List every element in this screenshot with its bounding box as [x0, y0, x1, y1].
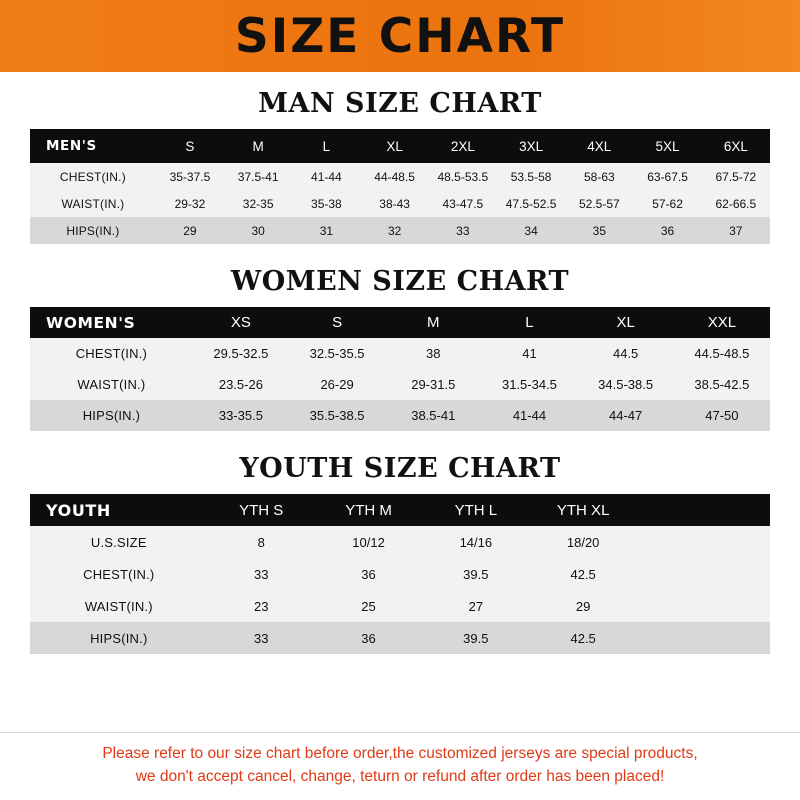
- youth-cell: 39.5: [422, 558, 529, 590]
- women-cell: 38.5-41: [385, 400, 481, 431]
- footer-note: [0, 732, 800, 800]
- men-header-cell: 3XL: [497, 129, 565, 163]
- youth-cell: 42.5: [529, 622, 636, 654]
- men-cell: 32-35: [224, 190, 292, 217]
- women-cell: 35.5-38.5: [289, 400, 385, 431]
- table-row: [30, 400, 770, 431]
- table-header-row: [30, 494, 770, 526]
- youth-size-table: [30, 494, 770, 654]
- chart-content: [0, 72, 800, 732]
- women-cell: 33-35.5: [193, 400, 289, 431]
- youth-cell: 39.5: [422, 622, 529, 654]
- men-header-cell: M: [224, 129, 292, 163]
- women-cell: 41-44: [481, 400, 577, 431]
- women-size-table: [30, 307, 770, 431]
- men-cell: 30: [224, 217, 292, 244]
- youth-header-cell: YTH S: [208, 494, 315, 526]
- women-header-cell: XXL: [674, 307, 770, 338]
- men-cell: 57-62: [633, 190, 701, 217]
- men-cell: 62-66.5: [702, 190, 770, 217]
- youth-header-cell: YTH XL: [529, 494, 636, 526]
- women-cell: 41: [481, 338, 577, 369]
- men-header-cell: S: [156, 129, 224, 163]
- table-row: [30, 217, 770, 244]
- men-row-label: WAIST(IN.): [30, 190, 156, 217]
- women-header-cell: S: [289, 307, 385, 338]
- women-row-label: HIPS(IN.): [30, 400, 193, 431]
- table-row: [30, 558, 770, 590]
- men-header-cell: 2XL: [429, 129, 497, 163]
- youth-row-label: CHEST(IN.): [30, 558, 208, 590]
- youth-table-head: [30, 494, 770, 526]
- women-cell: 31.5-34.5: [481, 369, 577, 400]
- women-row-label: CHEST(IN.): [30, 338, 193, 369]
- men-header-label: MEN'S: [30, 129, 156, 163]
- men-cell: 67.5-72: [702, 163, 770, 190]
- women-cell: 34.5-38.5: [578, 369, 674, 400]
- youth-cell-spacer: [637, 558, 770, 590]
- men-cell: 38-43: [361, 190, 429, 217]
- page-title: SIZE CHART: [234, 8, 566, 64]
- youth-cell: 27: [422, 590, 529, 622]
- women-cell: 32.5-35.5: [289, 338, 385, 369]
- table-row: [30, 526, 770, 558]
- men-cell: 53.5-58: [497, 163, 565, 190]
- youth-cell: 14/16: [422, 526, 529, 558]
- table-header-row: [30, 129, 770, 163]
- youth-cell-spacer: [637, 526, 770, 558]
- women-cell: 26-29: [289, 369, 385, 400]
- men-cell: 32: [361, 217, 429, 244]
- youth-header-spacer: [637, 494, 770, 526]
- table-row: [30, 338, 770, 369]
- men-cell: 37: [702, 217, 770, 244]
- header-banner: [0, 0, 800, 72]
- women-table-body: [30, 338, 770, 431]
- men-table-body: [30, 163, 770, 244]
- men-cell: 35-38: [292, 190, 360, 217]
- women-header-cell: M: [385, 307, 481, 338]
- men-header-cell: 6XL: [702, 129, 770, 163]
- women-header-label: WOMEN'S: [30, 307, 193, 338]
- youth-cell: 23: [208, 590, 315, 622]
- women-cell: 44.5-48.5: [674, 338, 770, 369]
- youth-cell: 25: [315, 590, 422, 622]
- men-cell: 31: [292, 217, 360, 244]
- youth-table-body: [30, 526, 770, 654]
- men-cell: 63-67.5: [633, 163, 701, 190]
- women-header-cell: L: [481, 307, 577, 338]
- women-cell: 29-31.5: [385, 369, 481, 400]
- youth-row-label: HIPS(IN.): [30, 622, 208, 654]
- table-row: [30, 163, 770, 190]
- youth-row-label: WAIST(IN.): [30, 590, 208, 622]
- women-section-title: WOMEN SIZE CHART: [230, 266, 570, 297]
- youth-header-cell: YTH L: [422, 494, 529, 526]
- youth-header-cell: YTH M: [315, 494, 422, 526]
- footer-line-1: Please refer to our size chart before order,the customized jerseys are special products,: [102, 745, 698, 763]
- youth-cell: 33: [208, 558, 315, 590]
- women-header-cell: XL: [578, 307, 674, 338]
- youth-cell: 29: [529, 590, 636, 622]
- men-cell: 44-48.5: [361, 163, 429, 190]
- men-cell: 43-47.5: [429, 190, 497, 217]
- women-cell: 44.5: [578, 338, 674, 369]
- men-header-cell: 5XL: [633, 129, 701, 163]
- men-cell: 33: [429, 217, 497, 244]
- youth-cell-spacer: [637, 622, 770, 654]
- men-header-cell: 4XL: [565, 129, 633, 163]
- youth-cell: 18/20: [529, 526, 636, 558]
- men-size-table: [30, 129, 770, 244]
- men-cell: 47.5-52.5: [497, 190, 565, 217]
- men-cell: 41-44: [292, 163, 360, 190]
- men-cell: 48.5-53.5: [429, 163, 497, 190]
- women-header-cell: XS: [193, 307, 289, 338]
- youth-cell: 42.5: [529, 558, 636, 590]
- table-row: [30, 190, 770, 217]
- men-table-head: [30, 129, 770, 163]
- youth-row-label: U.S.SIZE: [30, 526, 208, 558]
- table-row: [30, 590, 770, 622]
- women-row-label: WAIST(IN.): [30, 369, 193, 400]
- women-table-head: [30, 307, 770, 338]
- women-cell: 23.5-26: [193, 369, 289, 400]
- women-cell: 38: [385, 338, 481, 369]
- table-header-row: [30, 307, 770, 338]
- men-row-label: HIPS(IN.): [30, 217, 156, 244]
- men-header-cell: L: [292, 129, 360, 163]
- youth-cell: 36: [315, 558, 422, 590]
- table-row: [30, 369, 770, 400]
- women-cell: 47-50: [674, 400, 770, 431]
- men-row-label: CHEST(IN.): [30, 163, 156, 190]
- youth-cell: 33: [208, 622, 315, 654]
- footer-line-2: we don't accept cancel, change, teturn or refund after order has been placed!: [135, 767, 665, 785]
- men-cell: 29-32: [156, 190, 224, 217]
- men-cell: 35-37.5: [156, 163, 224, 190]
- men-cell: 36: [633, 217, 701, 244]
- youth-cell-spacer: [637, 590, 770, 622]
- men-cell: 52.5-57: [565, 190, 633, 217]
- youth-header-label: YOUTH: [30, 494, 208, 526]
- men-cell: 34: [497, 217, 565, 244]
- table-row: [30, 622, 770, 654]
- women-cell: 38.5-42.5: [674, 369, 770, 400]
- youth-cell: 36: [315, 622, 422, 654]
- youth-cell: 10/12: [315, 526, 422, 558]
- men-section-title: MAN SIZE CHART: [258, 88, 542, 119]
- men-header-cell: XL: [361, 129, 429, 163]
- men-cell: 37.5-41: [224, 163, 292, 190]
- youth-cell: 8: [208, 526, 315, 558]
- men-cell: 58-63: [565, 163, 633, 190]
- youth-section-title: YOUTH SIZE CHART: [239, 453, 561, 484]
- women-cell: 44-47: [578, 400, 674, 431]
- women-cell: 29.5-32.5: [193, 338, 289, 369]
- men-cell: 29: [156, 217, 224, 244]
- men-cell: 35: [565, 217, 633, 244]
